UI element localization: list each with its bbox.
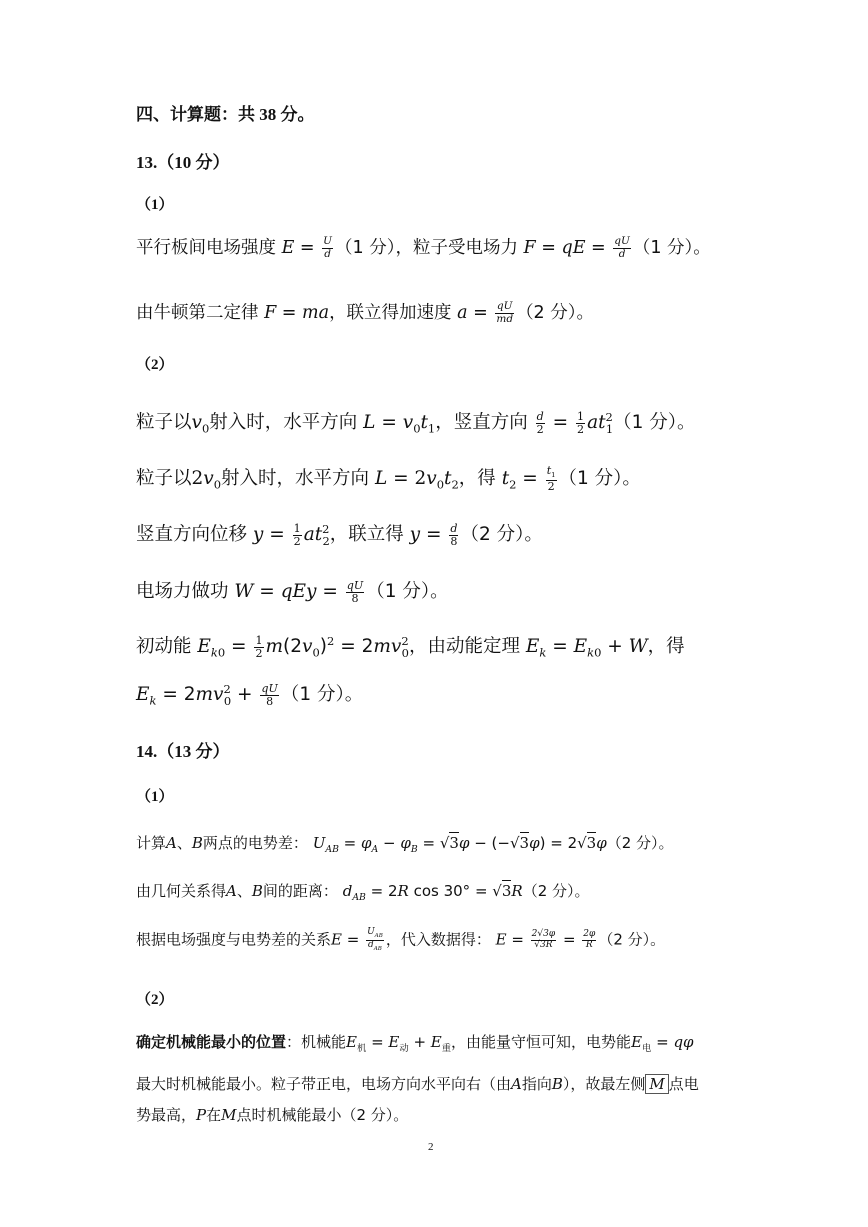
q13-line-1: 平行板间电场强度 E = $\frac{U}{d}$ （1 分），粒子受电场力 F = qE = $\frac{qU}{d}$ （1 分）。 <box>136 235 711 260</box>
q14-line-5: 最大时机械能最小。粒子带正电，电场方向水平向右（由A指向B），故最左侧 M 点电 <box>136 1075 699 1093</box>
q14-line-4: 确定机械能最小的位置：机械能$E_机 = E_动 + E_重$，由能量守恒可知，电势能$E_电 = q\varphi$ <box>136 1033 694 1054</box>
q13-line-2: 由牛顿第二定律 F = ma，联立得加速度 a = $\frac{qU}{md}$ （2 分）。 <box>136 300 595 325</box>
q14-part2-label: （2） <box>136 992 174 1008</box>
q13-line-5: 竖直方向位移 y = $\frac{1}{2}$ $at^2_2$，联立得 y = $\frac{d}{8}$ （2 分）。 <box>136 521 543 548</box>
q13-part1-label: （1） <box>136 197 174 213</box>
q13-line-4: 粒子以$2v_0$射入时，水平方向 $L = 2v_0t_2$，得 $t_2$ = $\frac{t_1}{2}$ （1 分）。 <box>136 464 641 493</box>
q13-line-6: 电场力做功 W = qEy = $\frac{qU}{8}$ （1 分）。 <box>136 578 449 605</box>
q14-line-3: 根据电场强度与电势差的关系E = $U_{AB}$ $d_{AB}$ ，代入数据得： E = $\frac{2√3\varphi}{√3R}$ = $\frac{2\varphi}{R}$ （2 分）。 <box>136 927 666 952</box>
q14-line-1: 计算A、B两点的电势差： $U_{AB} = \varphi_A - \varphi_B = √3\varphi - (-√3\varphi) = 2√3\varphi(2$ 分）。 <box>136 834 674 855</box>
q14-line-2: 由几何关系得A、B间的距离： $d_{AB} = 2R$ cos 30° = √3R（2 分）。 <box>136 882 590 903</box>
q13-line-3: 粒子以$v_0$射入时，水平方向 $L = v_0t_1$，竖直方向 $\frac{d}{2}$ = $\frac{1}{2}$ $at^2_1(1$ 分）。 <box>136 409 696 436</box>
q13-part2-label: （2） <box>136 357 174 373</box>
q14-part1-label: （1） <box>136 789 174 805</box>
section-title: 四、计算题：共 38 分。 <box>136 105 315 124</box>
q14-header: 14.（13 分） <box>136 742 230 761</box>
q14-line-6: 势最高，P在M点时机械能最小（2 分）。 <box>136 1106 409 1124</box>
page-number: 2 <box>428 1141 434 1153</box>
q13-line-8: $E_k = 2mv^2_0$ + $\frac{qU}{8}$ （1 分）。 <box>136 681 364 708</box>
q13-line-7: 初动能 $E_{k0}$ = $\frac{1}{2}$ $m(2v_0)^2 = 2mv^2_0$，由动能定理 $E_k = E_{k0} + W$，得 <box>136 633 685 660</box>
q13-header: 13.（10 分） <box>136 153 230 172</box>
